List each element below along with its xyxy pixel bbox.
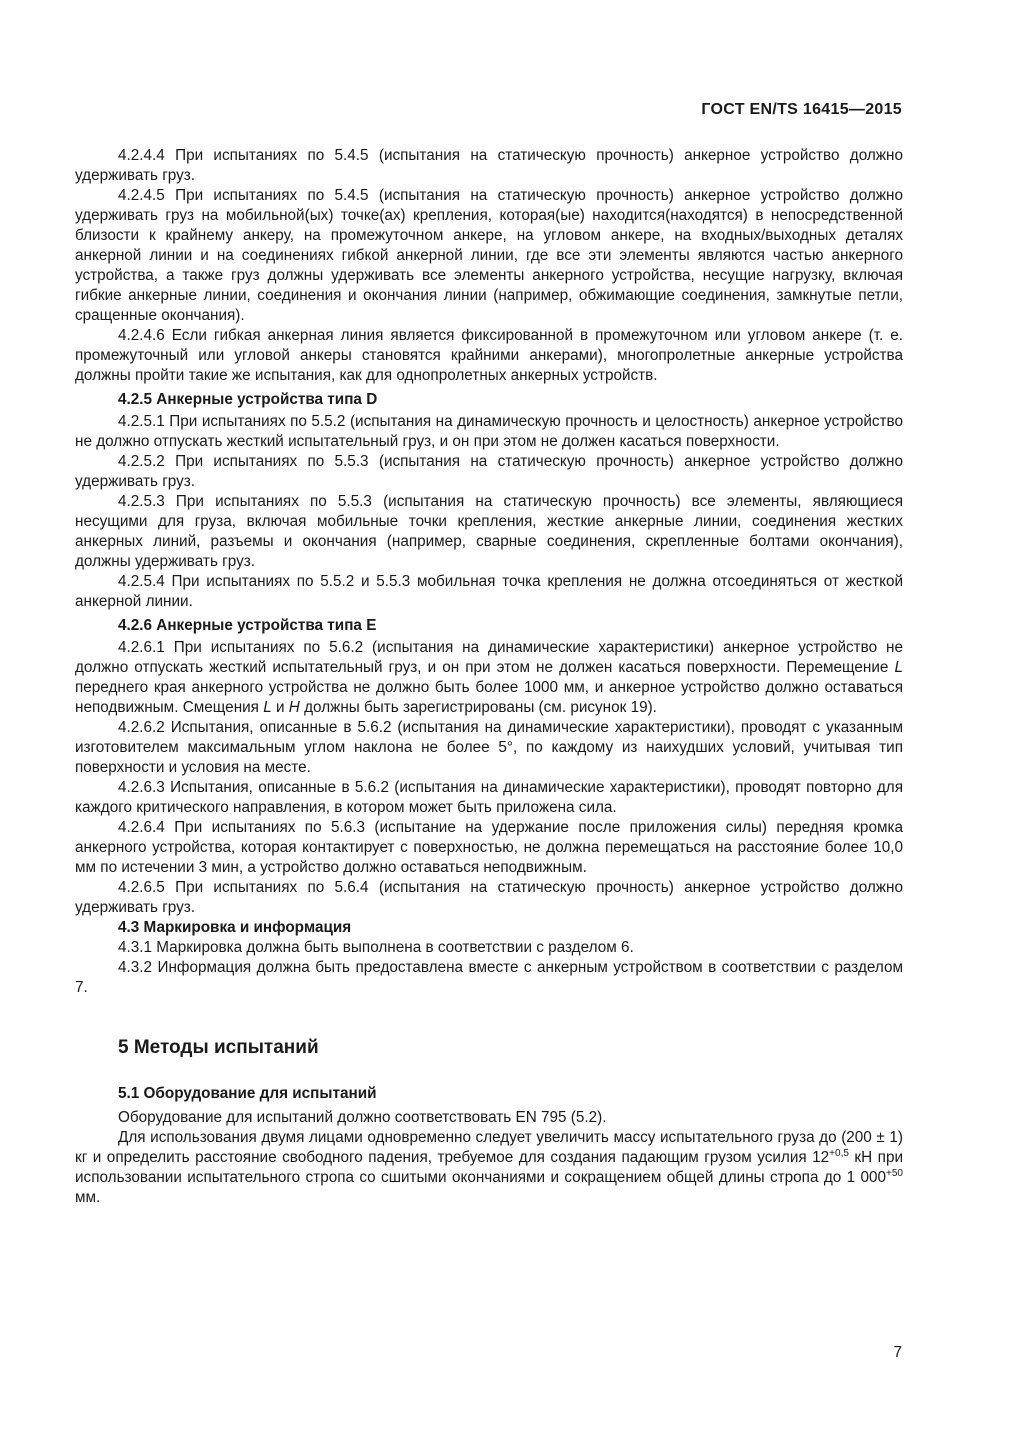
clause-4-2-6-1: 4.2.6.1 При испытаниях по 5.6.2 (испытания на динамические характеристики) анкерное устройство не должно отпускать жесткий испытательный груз, и он при этом не должен касаться поверхности. Перемещение L переднего края анкерного устройства не должно быть более 1000 мм, и анкерное устройство должно оставаться неподвижным. Смещения L и H должны быть зарегистрированы (см. рисунок 19). xyxy=(75,639,904,716)
section-heading-4-2-5: 4.2.5 Анкерные устройства типа D xyxy=(118,391,378,408)
tolerance-length: +50 xyxy=(886,1167,903,1179)
clause-5-1-p1: Оборудование для испытаний должно соответствовать EN 795 (5.2). xyxy=(118,1109,607,1126)
clause-4-2-5-3: 4.2.5.3 При испытаниях по 5.5.3 (испытания на статическую прочность) все элементы, являющиеся несущими для груза, включая мобильные точки крепления, жесткие анкерные линии, соединения жестких анкерных линий, разъемы и окончания (например, сварные соединения, скрепленные болтами окончания), должны удерживать груз. xyxy=(75,493,903,570)
section-heading-5: 5 Методы испытаний xyxy=(118,1037,319,1058)
clause-4-2-5-1: 4.2.5.1 При испытаниях по 5.5.2 (испытания на динамическую прочность и целостность) анкерное устройство не должно отпускать жесткий испытательный груз, и он при этом не должен касаться поверхности. xyxy=(75,413,903,450)
document-header: ГОСТ EN/TS 16415—2015 xyxy=(701,101,902,118)
variable-L-ref: L xyxy=(263,699,272,716)
clause-4-2-6-3: 4.2.6.3 Испытания, описанные в 5.6.2 (испытания на динамические характеристики), проводят повторно для каждого критического направления, в котором может быть приложена сила. xyxy=(75,779,903,816)
clause-5-1-p2-part-3: мм. xyxy=(75,1189,101,1206)
clause-5-1-p2 xyxy=(75,1128,903,1208)
clause-4-2-6-1-part-1: 4.2.6.1 При испытаниях по 5.6.2 (испытания на динамические характеристики) анкерное устройство не должно отпускать жесткий испытательный груз, и он при этом не должен касаться поверхности. Перемещение xyxy=(75,639,903,676)
clause-4-2-4-5: 4.2.4.5 При испытаниях по 5.4.5 (испытания на статическую прочность) анкерное устройство должно удерживать груз на мобильной(ых) точке(ах) крепления, которая(ые) находится(находятся) в непосредственной близости к крайнему анкеру, на промежуточном анкере, на угловом анкере, на входных/выходных деталях анкерной линии и на соединениях гибкой анкерной линии, где все эти элементы являются частью анкерного устройства, а также груз должны удерживать все элементы анкерного устройства, несущие нагрузку, включая гибкие анкерные линии, соединения и окончания линии (например, обжимающие соединения, замкнутые петли, сращенные окончания). xyxy=(75,187,903,324)
clause-4-2-6-5: 4.2.6.5 При испытаниях по 5.6.4 (испытания на статическую прочность) анкерное устройство должно удерживать груз. xyxy=(75,879,903,916)
clause-5-1-p2-part-2: кН при использовании испытательного стропа со сшитыми окончаниями и сокращением общей длины стропа до 1 000 xyxy=(75,1149,903,1186)
page-number: 7 xyxy=(893,1344,902,1361)
clause-4-3-2: 4.3.2 Информация должна быть предоставлена вместе с анкерным устройством в соответствии с разделом 7. xyxy=(75,959,903,996)
clause-4-2-4-6: 4.2.4.6 Если гибкая анкерная линия является фиксированной в промежуточном или угловом анкере (т. е. промежуточный или угловой анкеры становятся крайними анкерами), многопролетные анкерные устройства должны пройти такие же испытания, как для однопролетных анкерных устройств. xyxy=(75,327,903,384)
variable-H: H xyxy=(288,699,300,716)
clause-4-2-5-4: 4.2.5.4 При испытаниях по 5.5.2 и 5.5.3 мобильная точка крепления не должна отсоединяться от жесткой анкерной линии. xyxy=(75,573,903,610)
clause-4-3-1: 4.3.1 Маркировка должна быть выполнена в соответствии с разделом 6. xyxy=(118,939,634,956)
clause-4-2-6-1-part-2: переднего края анкерного устройства не должно быть более 1000 мм, и анкерное устройство должно оставаться неподвижным. Смещения xyxy=(75,679,903,716)
section-heading-5-1: 5.1 Оборудование для испытаний xyxy=(118,1085,377,1102)
clause-4-2-6-2: 4.2.6.2 Испытания, описанные в 5.6.2 (испытания на динамические характеристики), проводят с указанным изготовителем максимальным углом наклона не более 5°, по каждому из наихудших условий, учитывая тип поверхности и условия на месте. xyxy=(75,719,903,776)
section-heading-4-2-6: 4.2.6 Анкерные устройства типа E xyxy=(118,617,377,634)
clause-4-2-4-4: 4.2.4.4 При испытаниях по 5.4.5 (испытания на статическую прочность) анкерное устройство должно удерживать груз. xyxy=(75,147,903,184)
section-heading-4-3: 4.3 Маркировка и информация xyxy=(118,919,352,936)
variable-L: L xyxy=(894,659,904,676)
clause-5-1-p2-part-1: Для использования двумя лицами одновременно следует увеличить массу испытательного груза до (200 ± 1) кг и определить расстояние свободного падения, требуемое для создания падающим грузом усилия 12 xyxy=(75,1129,903,1166)
clause-4-2-5-2: 4.2.5.2 При испытаниях по 5.5.3 (испытания на статическую прочность) анкерное устройство должно удерживать груз. xyxy=(75,453,903,490)
tolerance-force: +0,5 xyxy=(829,1147,849,1159)
document-body xyxy=(75,146,903,1208)
clause-4-2-6-4: 4.2.6.4 При испытаниях по 5.6.3 (испытание на удержание после приложения силы) передняя кромка анкерного устройства, которая контактирует с поверхностью, не должна перемещаться на расстояние более 10,0 мм по истечении 3 мин, а устройство должно оставаться неподвижным. xyxy=(75,819,903,876)
clause-4-2-6-1-part-3: должны быть зарегистрированы (см. рисунок 19). xyxy=(304,699,657,716)
